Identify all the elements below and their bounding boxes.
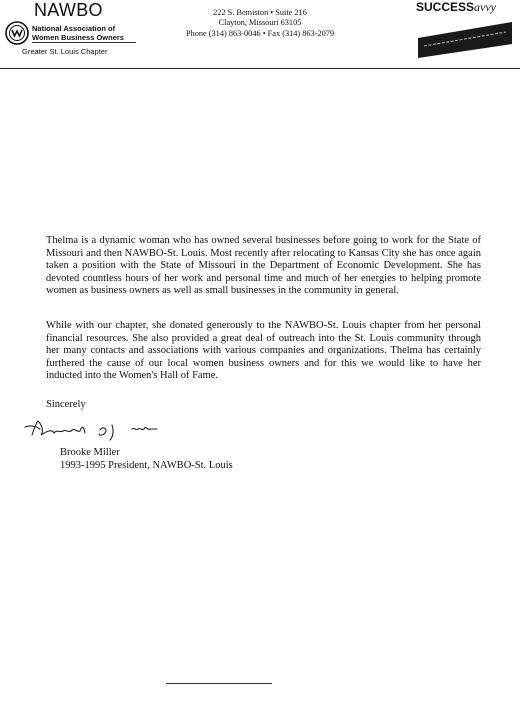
footer-divider bbox=[166, 683, 272, 684]
brand-banner-graphic bbox=[418, 22, 512, 58]
body-paragraph-1: Thelma is a dynamic woman who has owned several businesses before going to work for the State of Missouri and then NAWBO-St. Louis. Most recently after relocating to Kansas City she has once again taken a position with the State of Missouri in the Department of Economic Development. She has devoted countless hours of her work and personal time and much of her energies to helping promote women as business owners as well as small businesses in the community in general. bbox=[46, 235, 481, 297]
letterhead-divider bbox=[0, 68, 520, 69]
signer-name: Brooke Miller bbox=[60, 447, 120, 458]
address-line2: Clayton, Missouri 63105 bbox=[218, 18, 302, 27]
nawbo-logo-icon bbox=[5, 21, 29, 45]
address-line3: Phone (314) 863-0046 • Fax (314) 863-2079 bbox=[185, 29, 335, 38]
address-line1: 222 S. Bemiston • Suite 216 bbox=[213, 8, 307, 17]
org-full-name-line2: Women Business Owners bbox=[32, 33, 124, 42]
chapter-name: Greater St. Louis Chapter bbox=[22, 47, 108, 56]
org-name: NAWBO bbox=[34, 0, 103, 20]
org-underline bbox=[32, 42, 136, 43]
handwritten-signature bbox=[22, 415, 222, 445]
signer-title: 1993-1995 President, NAWBO-St. Louis bbox=[60, 459, 233, 471]
brand-logo: SUCCESSavvy bbox=[416, 0, 496, 14]
body-paragraph-2: While with our chapter, she donated generously to the NAWBO-St. Louis chapter from her personal financial resources. She also provided a great deal of outreach into the St. Louis community through her many contacts and associations with various companies and organizations. Thelma has certainly furthered the cause of our local women business owners and for this we would like to have her inducted into the Women's Hall of Fame. bbox=[46, 320, 481, 382]
org-full-name-line1: National Association of bbox=[32, 24, 116, 33]
closing: Sincerely bbox=[46, 399, 86, 410]
signer-block bbox=[60, 447, 233, 472]
